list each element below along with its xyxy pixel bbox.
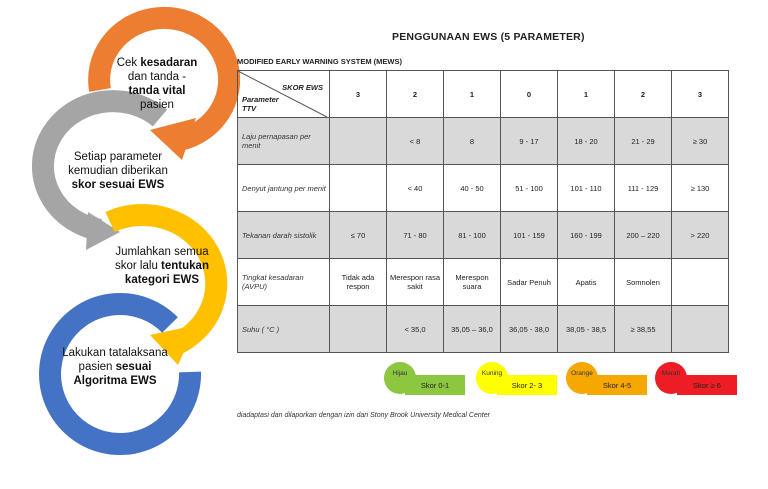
step-1-bold-2: tanda vital [128, 85, 186, 97]
table-cell: ≥ 38,55 [615, 306, 672, 353]
score-header: 0 [501, 71, 558, 118]
param-label: Tingkat kesadaran (AVPU) [238, 259, 330, 306]
table-cell [330, 118, 387, 165]
corner-cell [238, 71, 330, 118]
corner-score-label: SKOR EWS [282, 83, 323, 92]
table-cell: Somnolen [615, 259, 672, 306]
header-row [238, 71, 729, 118]
legend-circle: Kuning [476, 362, 508, 394]
score-header: 3 [672, 71, 729, 118]
score-header: 2 [615, 71, 672, 118]
legend-box: Skor 4-5 [587, 375, 647, 395]
flow-step-2 [58, 150, 178, 192]
table-cell: Merespon rasa sakit [387, 259, 444, 306]
table-cell: 200 – 220 [615, 212, 672, 259]
param-label: Suhu ( °C ) [238, 306, 330, 353]
table-cell: ≥ 130 [672, 165, 729, 212]
table-cell [330, 306, 387, 353]
step-1-text-2: dan tanda - [127, 71, 187, 83]
corner-param-1: Parameter [242, 95, 279, 104]
table-cell: 81 - 100 [444, 212, 501, 259]
flow-step-3 [112, 245, 212, 287]
table-cell: 38,05 - 38,5 [558, 306, 615, 353]
table-cell: 18 - 20 [558, 118, 615, 165]
workflow-diagram [0, 0, 240, 489]
step-4-bold: sesuai Algoritma EWS [73, 361, 157, 387]
table-cell: Merespon suara [444, 259, 501, 306]
table-cell: Sadar Penuh [501, 259, 558, 306]
ews-table [237, 70, 729, 353]
step-1-text-3: pasien [140, 99, 174, 111]
table-cell: 36,05 - 38,0 [501, 306, 558, 353]
param-label: Tekanan darah sistolik [238, 212, 330, 259]
legend-box: Skor 0-1 [405, 375, 465, 395]
step-3-text: Jumlahkan semua skor lalu [115, 246, 209, 272]
table-cell: 160 - 199 [558, 212, 615, 259]
step-1-text: Cek [116, 57, 141, 69]
step-3-bold: tentukan kategori EWS [124, 260, 209, 286]
score-header: 1 [558, 71, 615, 118]
table-cell: 9 - 17 [501, 118, 558, 165]
table-cell: 51 - 100 [501, 165, 558, 212]
score-header: 3 [330, 71, 387, 118]
legend-circle: Hijau [384, 362, 416, 394]
table-cell: 21 - 29 [615, 118, 672, 165]
param-label: Laju pernapasan per menit [238, 118, 330, 165]
table-cell: 35,05 – 36,0 [444, 306, 501, 353]
table-cell: < 40 [387, 165, 444, 212]
source-note: diadaptasi dan dilaporkan dengan izin dari Stony Brook University Medical Center [237, 412, 490, 419]
step-2-bold: skor sesuai EWS [71, 179, 165, 191]
param-label: Denyut jantung per menit [238, 165, 330, 212]
table-cell: 71 - 80 [387, 212, 444, 259]
table-cell: < 35,0 [387, 306, 444, 353]
table-cell: < 8 [387, 118, 444, 165]
score-header: 1 [444, 71, 501, 118]
table-cell: ≥ 30 [672, 118, 729, 165]
table-cell: 111 - 129 [615, 165, 672, 212]
table-cell: Apatis [558, 259, 615, 306]
table-row [238, 306, 729, 353]
step-1-bold: kesadaran [140, 57, 198, 69]
table-row [238, 212, 729, 259]
step-4-text: Lakukan tatalaksana pasien [62, 347, 168, 373]
table-cell [672, 306, 729, 353]
flow-step-1 [112, 56, 202, 112]
table-cell [672, 259, 729, 306]
table-row [238, 165, 729, 212]
table-cell: 101 - 110 [558, 165, 615, 212]
legend-box: Skor ≥ 6 [677, 375, 737, 395]
table-cell [330, 165, 387, 212]
table-cell: 101 - 159 [501, 212, 558, 259]
corner-param-2: TTV [242, 104, 257, 113]
table-cell: ≤ 70 [330, 212, 387, 259]
legend-circle: Merah [655, 362, 687, 394]
table-row [238, 118, 729, 165]
page-title: PENGGUNAAN EWS (5 PARAMETER) [392, 31, 585, 43]
flow-step-4 [60, 346, 170, 388]
legend-circle: Orange [566, 362, 598, 394]
table-subtitle: MODIFIED EARLY WARNING SYSTEM (MEWS) [237, 57, 403, 66]
table-cell: 8 [444, 118, 501, 165]
score-header: 2 [387, 71, 444, 118]
table-row [238, 259, 729, 306]
legend-box: Skor 2- 3 [497, 375, 557, 395]
step-2-text: Setiap parameter kemudian diberikan [68, 151, 168, 177]
table-cell: 40 - 50 [444, 165, 501, 212]
corner-param-label [242, 95, 279, 113]
table-cell: > 220 [672, 212, 729, 259]
table-cell: Tidak ada respon [330, 259, 387, 306]
